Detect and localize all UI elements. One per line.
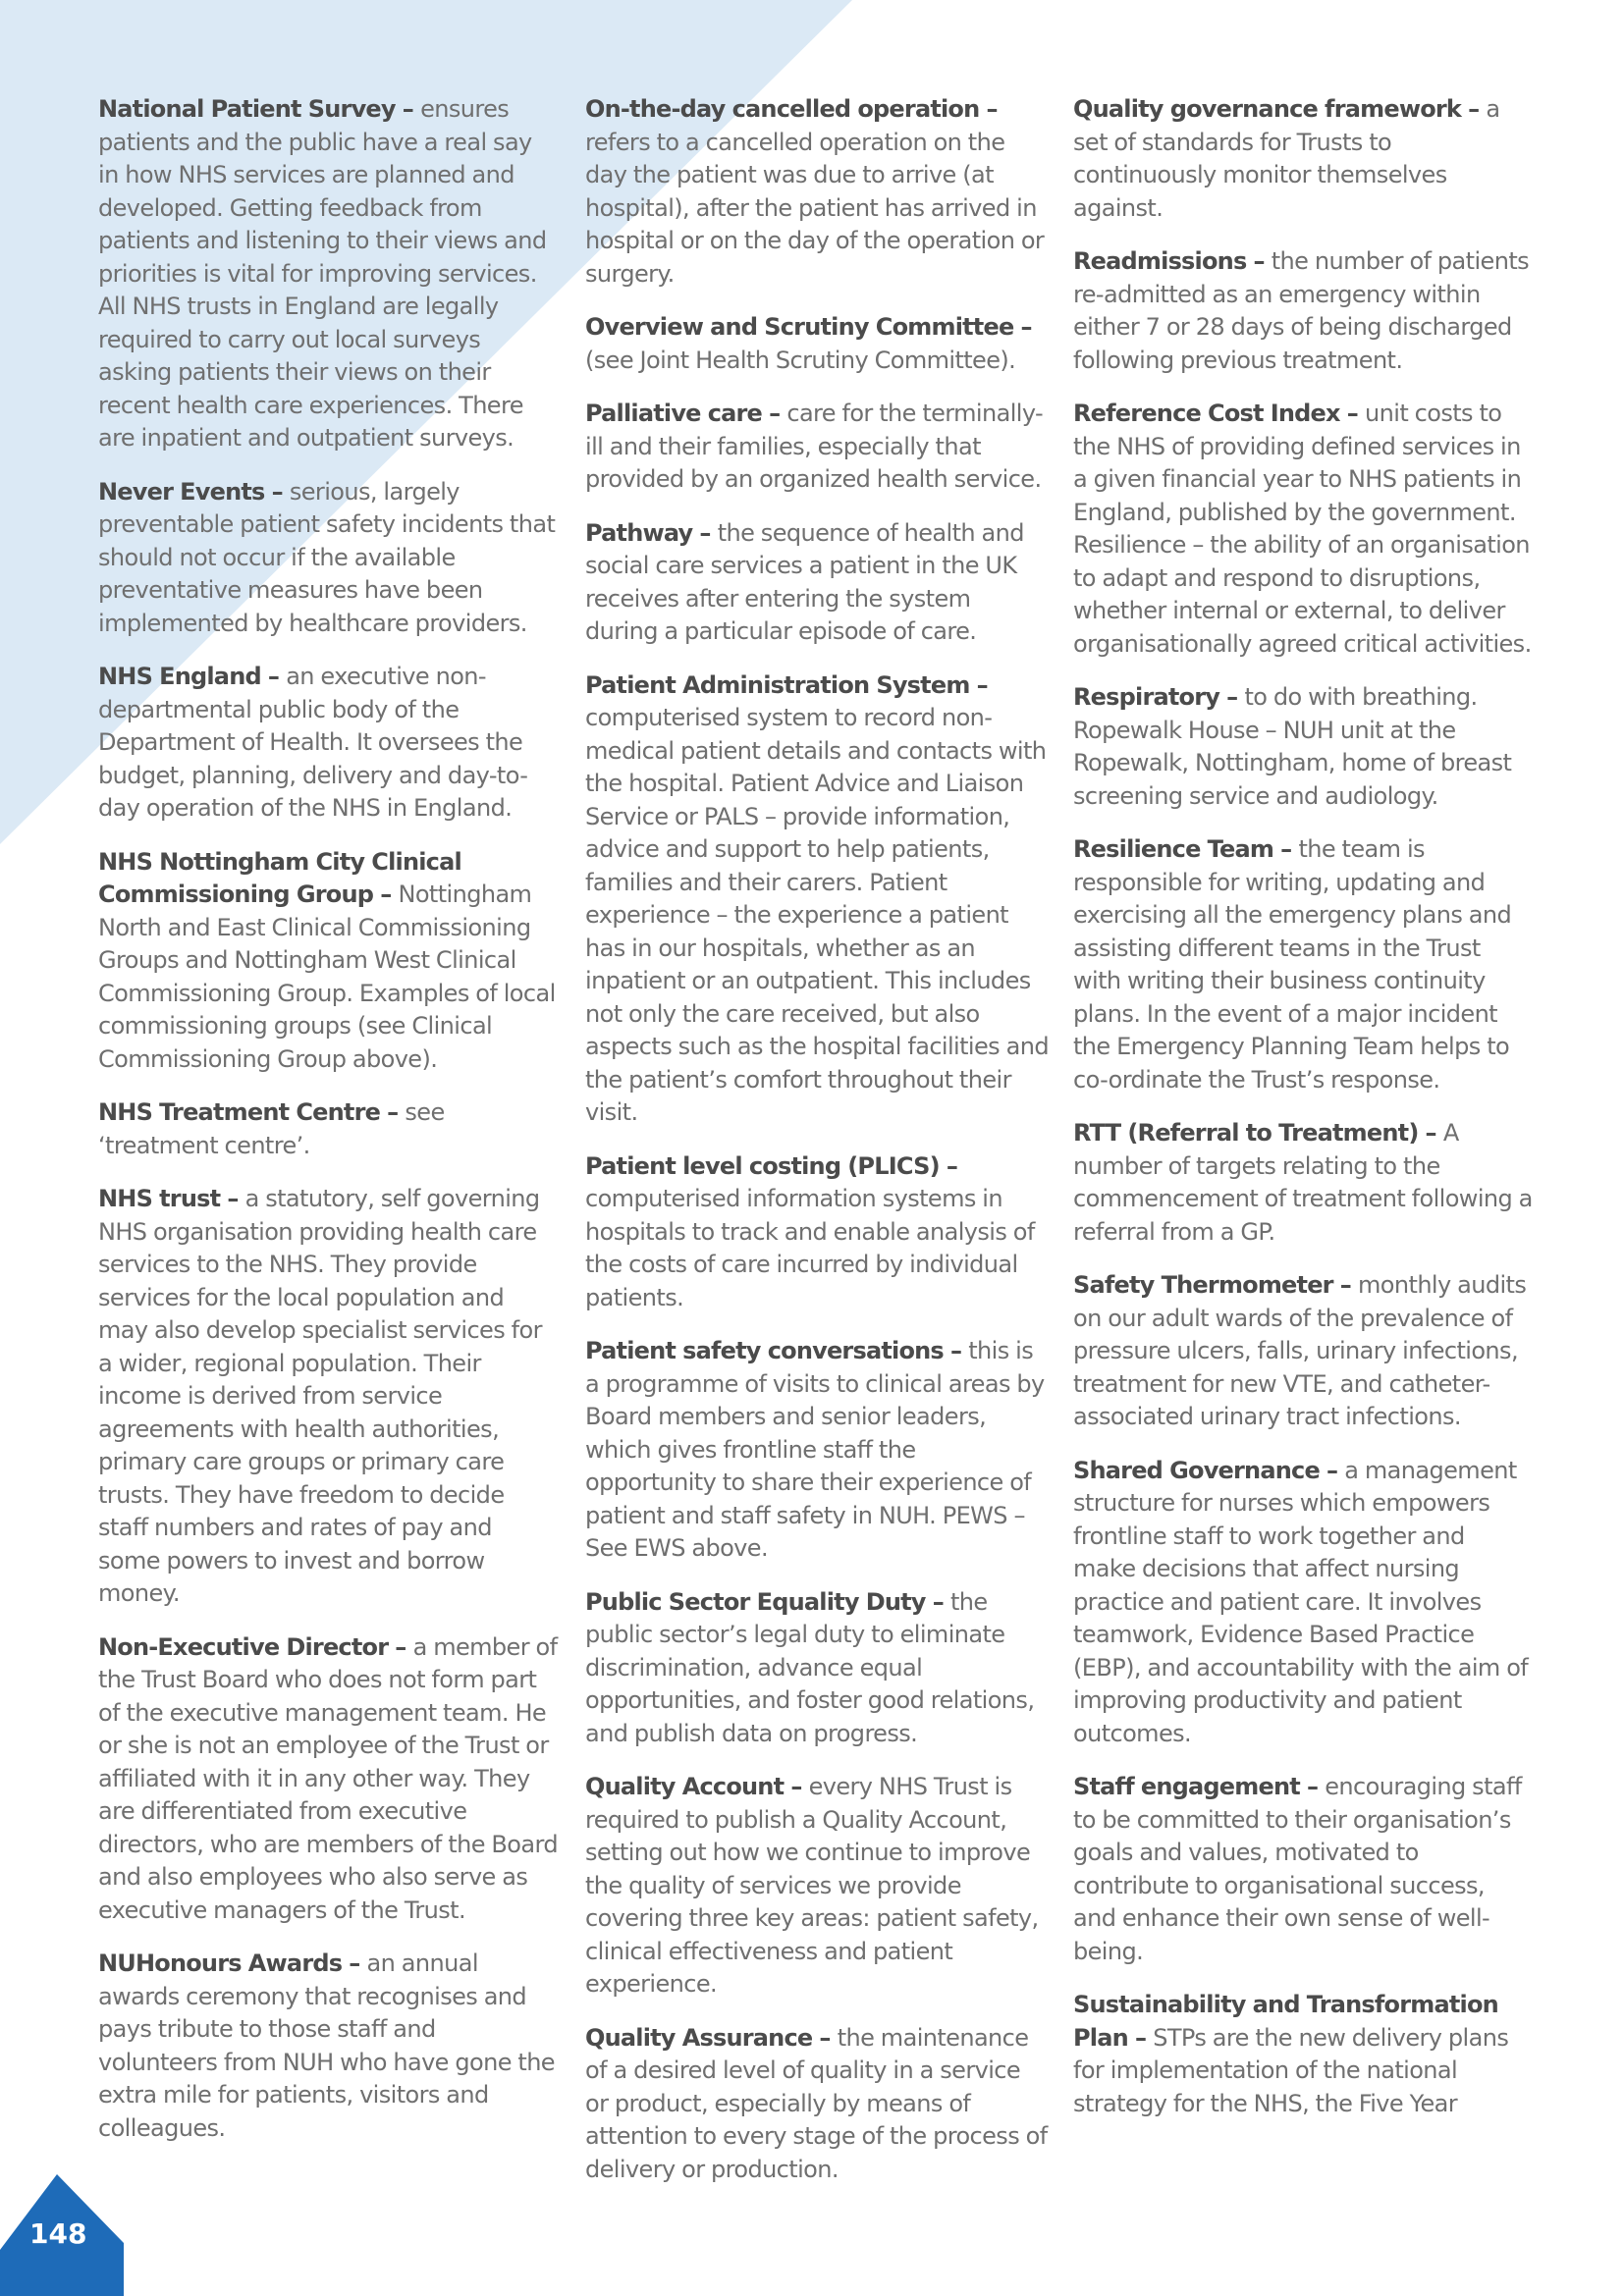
- glossary-column-2: [585, 93, 1049, 2207]
- glossary-definition: a set of standards for Trusts to continuously monitor themselves against.: [1073, 95, 1500, 222]
- glossary-entry: Quality Assurance – the maintenance of a desired level of quality in a service or product, especially by means of attention to every stage of the process of delivery or production.: [585, 2023, 1048, 2183]
- glossary-entry: Reference Cost Index – unit costs to the NHS of providing defined services in a given financial year to NHS patients in England, published by the government. Resilience – the ability of an organisation to adapt and respond to disruptions, whether internal or external, to deliver organisationally agreed critical activities.: [1073, 400, 1532, 658]
- glossary-definition: refers to a cancelled operation on the day the patient was due to arrive (at hospital), after the patient has arrived in hospital or on the day of the operation or surgery.: [585, 128, 1045, 288]
- glossary-definition: serious, largely preventable patient safety incidents that should not occur if the available preventative measures have been implemented by healthcare providers.: [98, 477, 556, 637]
- glossary-entry: On-the-day cancelled operation – refers to a cancelled operation on the day the patient was due to arrive (at hospital), after the patient has arrived in hospital or on the day of the operation or surgery.: [585, 95, 1045, 288]
- glossary-term: Quality governance framework: [1073, 95, 1462, 123]
- glossary-term: Readmissions: [1073, 247, 1247, 275]
- glossary-definition: care for the terminally-ill and their families, especially that provided by an organized health service.: [585, 400, 1044, 493]
- glossary-definition: the maintenance of a desired level of quality in a service or product, especially by means of attention to every stage of the process of delivery or production.: [585, 2023, 1048, 2183]
- glossary-definition: (see Joint Health Scrutiny Committee).: [585, 346, 1016, 374]
- glossary-definition: the sequence of health and social care services a patient in the UK receives after entering the system during a particular episode of care.: [585, 518, 1024, 645]
- glossary-term: Staff engagement: [1073, 1773, 1300, 1800]
- glossary-entry: Shared Governance – a management structure for nurses which empowers frontline staff to work together and make decisions that affect nursing practice and patient care. It involves teamwork, Evidence Based Practice (EBP), and accountability with the aim of improving productivity and patient outcomes.: [1073, 1456, 1529, 1747]
- page-number: 148: [29, 2217, 87, 2250]
- glossary-entry: Public Sector Equality Duty – the public sector’s legal duty to eliminate discrimination, advance equal opportunities, and foster good relations, and publish data on progress.: [585, 1587, 1035, 1747]
- glossary-entry: Patient Administration System – computerised system to record non-medical patient details and contacts with the hospital. Patient Advice and Liaison Service or PALS – provide information, advice and support to help patients, families and their carers. Patient experience – the experience a patient has in our hospitals, whether as an inpatient or an outpatient. This includes not only the care received, but also aspects such as the hospital facilities and the patient’s comfort throughout their visit.: [585, 670, 1049, 1126]
- glossary-definition: A number of targets relating to the commencement of treatment following a referral from a GP.: [1073, 1119, 1533, 1246]
- glossary-definition: the number of patients re-admitted as an emergency within either 7 or 28 days of being discharged following previous treatment.: [1073, 247, 1530, 374]
- glossary-definition: unit costs to the NHS of providing defined services in a given financial year to NHS patients in England, published by the government. Resilience – the ability of an organisation to adapt and respond to disruptions, whether internal or external, to deliver organisationally agreed critical activities.: [1073, 400, 1532, 658]
- glossary-term: Non-Executive Director: [98, 1632, 389, 1661]
- glossary-definition: this is a programme of visits to clinical areas by Board members and senior leaders, which gives frontline staff the opportunity to share their experience of patient and staff safety in NUH. PEWS – See EWS above.: [585, 1337, 1045, 1562]
- glossary-term: NHS England: [98, 663, 261, 690]
- glossary-term: NHS Nottingham City Clinical Commissioning Group: [98, 847, 461, 908]
- glossary-term: NHS Treatment Centre: [98, 1098, 381, 1126]
- glossary-term: Quality Assurance: [585, 2023, 813, 2052]
- glossary-entry: Overview and Scrutiny Committee – (see Joint Health Scrutiny Committee).: [585, 313, 1032, 374]
- glossary-term: Safety Thermometer: [1073, 1271, 1333, 1299]
- glossary-entry: Respiratory – to do with breathing. Ropewalk House – NUH unit at the Ropewalk, Nottingham, home of breast screening service and audiology.: [1073, 683, 1512, 810]
- glossary-entry: Palliative care – care for the terminally-ill and their families, especially that provided by an organized health service.: [585, 400, 1044, 493]
- glossary-term: Sustainability and Transformation Plan: [1073, 1991, 1498, 2052]
- glossary-term: Never Events: [98, 477, 265, 506]
- glossary-entry: Resilience Team – the team is responsible for writing, updating and exercising all the emergency plans and assisting different teams in the Trust with writing their business continuity plans. In the event of a major incident the Emergency Planning Team helps to co-ordinate the Trust’s response.: [1073, 835, 1512, 1094]
- glossary-term: On-the-day cancelled operation: [585, 95, 980, 123]
- glossary-term: NUHonours Awards: [98, 1949, 343, 1977]
- glossary-definition: Nottingham North and East Clinical Commissioning Groups and Nottingham West Clinical Commissioning Group. Examples of local commissioning groups (see Clinical Commissioning Group above).: [98, 881, 556, 1073]
- glossary-entry: Staff engagement – encouraging staff to be committed to their organisation’s goals and values, motivated to contribute to organisational success, and enhance their own sense of well-being.: [1073, 1773, 1522, 1965]
- glossary-term: Pathway: [585, 518, 693, 547]
- glossary-definition: computerised system to record non-medical patient details and contacts with the hospital. Patient Advice and Liaison Service or PALS – provide information, advice and support to help patients, families and their carers. Patient experience – the experience a patient has in our hospitals, whether as an inpatient or an outpatient. This includes not only the care received, but also aspects such as the hospital facilities and the patient’s comfort throughout their visit.: [585, 704, 1049, 1126]
- glossary-column-1: [98, 93, 558, 2165]
- glossary-definition: an annual awards ceremony that recognises and pays tribute to those staff and volunteers from NUH who have gone the extra mile for patients, visitors and colleagues.: [98, 1949, 555, 2142]
- glossary-term: Public Sector Equality Duty: [585, 1587, 926, 1616]
- glossary-term: Patient Administration System: [585, 670, 970, 699]
- glossary-definition: a member of the Trust Board who does not form part of the executive management team. He or she is not an employee of the Trust or affiliated with it in any other way. They are differentiated from executive directors, who are members of the Board and also employees who also serve as executive managers of the Trust.: [98, 1632, 558, 1924]
- glossary-definition: every NHS Trust is required to publish a Quality Account, setting out how we continue to improve the quality of services we provide covering three key areas: patient safety, clinical effectiveness and patient experience.: [585, 1773, 1039, 1998]
- glossary-definition: to do with breathing. Ropewalk House – NUH unit at the Ropewalk, Nottingham, home of breast screening service and audiology.: [1073, 683, 1512, 810]
- glossary-term: Shared Governance: [1073, 1456, 1320, 1484]
- glossary-definition: computerised information systems in hospitals to track and enable analysis of the costs of care incurred by individual patients.: [585, 1185, 1035, 1311]
- glossary-entry: Readmissions – the number of patients re-admitted as an emergency within either 7 or 28 days of being discharged following previous treatment.: [1073, 247, 1530, 374]
- glossary-entry: NUHonours Awards – an annual awards ceremony that recognises and pays tribute to those staff and volunteers from NUH who have gone the extra mile for patients, visitors and colleagues.: [98, 1949, 555, 2142]
- glossary-term: RTT (Referral to Treatment): [1073, 1119, 1419, 1147]
- glossary-definition: monthly audits on our adult wards of the prevalence of pressure ulcers, falls, urinary infections, treatment for new VTE, and catheter-associated urinary tract infections.: [1073, 1271, 1527, 1430]
- glossary-entry: Quality Account – every NHS Trust is required to publish a Quality Account, setting out how we continue to improve the quality of services we provide covering three key areas: patient safety, clinical effectiveness and patient experience.: [585, 1773, 1039, 1998]
- glossary-entry: Never Events – serious, largely preventable patient safety incidents that should not occur if the available preventative measures have been implemented by healthcare providers.: [98, 477, 556, 637]
- glossary-definition: a management structure for nurses which empowers frontline staff to work together and make decisions that affect nursing practice and patient care. It involves teamwork, Evidence Based Practice (EBP), and accountability with the aim of improving productivity and patient outcomes.: [1073, 1456, 1529, 1747]
- glossary-term: Reference Cost Index: [1073, 400, 1340, 427]
- glossary-term: Respiratory: [1073, 683, 1220, 711]
- glossary-entry: Sustainability and Transformation Plan – STPs are the new delivery plans for implementation of the national strategy for the NHS, the Five Year: [1073, 1991, 1509, 2117]
- glossary-term: Quality Account: [585, 1773, 785, 1800]
- glossary-definition: see ‘treatment centre’.: [98, 1098, 445, 1159]
- glossary-definition: an executive non-departmental public body of the Department of Health. It oversees the budget, planning, delivery and day-to-day operation of the NHS in England.: [98, 663, 528, 822]
- glossary-entry: RTT (Referral to Treatment) – A number of targets relating to the commencement of treatment following a referral from a GP.: [1073, 1119, 1533, 1246]
- glossary-entry: Safety Thermometer – monthly audits on our adult wards of the prevalence of pressure ulcers, falls, urinary infections, treatment for new VTE, and catheter-associated urinary tract infections.: [1073, 1271, 1527, 1430]
- glossary-entry: NHS Treatment Centre – see ‘treatment centre’.: [98, 1098, 445, 1159]
- glossary-term: Patient safety conversations: [585, 1337, 944, 1364]
- glossary-entry: NHS England – an executive non-departmental public body of the Department of Health. It oversees the budget, planning, delivery and day-to-day operation of the NHS in England.: [98, 663, 528, 822]
- glossary-term: National Patient Survey: [98, 95, 396, 123]
- glossary-entry: Quality governance framework – a set of standards for Trusts to continuously monitor themselves against.: [1073, 95, 1500, 222]
- glossary-entry: Patient level costing (PLICS) – computerised information systems in hospitals to track and enable analysis of the costs of care incurred by individual patients.: [585, 1151, 1035, 1311]
- glossary-term: Palliative care: [585, 400, 763, 427]
- glossary-entry: National Patient Survey – ensures patients and the public have a real say in how NHS services are planned and developed. Getting feedback from patients and listening to their views and priorities is vital for improving services. All NHS trusts in England are legally required to carry out local surveys asking patients their views on their recent health care experiences. There are inpatient and outpatient surveys.: [98, 95, 547, 452]
- glossary-definition: encouraging staff to be committed to their organisation’s goals and values, motivated to contribute to organisational success, and enhance their own sense of well-being.: [1073, 1773, 1522, 1965]
- glossary-definition: STPs are the new delivery plans for implementation of the national strategy for the NHS, the Five Year: [1073, 2023, 1509, 2117]
- glossary-definition: ensures patients and the public have a real say in how NHS services are planned and developed. Getting feedback from patients and listening to their views and priorities is vital for improving services. All NHS trusts in England are legally required to carry out local surveys asking patients their views on their recent health care experiences. There are inpatient and outpatient surveys.: [98, 95, 547, 452]
- glossary-column-3: [1073, 93, 1533, 2141]
- glossary-definition: the public sector’s legal duty to eliminate discrimination, advance equal opportunities, and foster good relations, and publish data on progress.: [585, 1587, 1035, 1747]
- glossary-term: Patient level costing (PLICS): [585, 1151, 940, 1180]
- glossary-entry: NHS trust – a statutory, self governing NHS organisation providing health care services to the NHS. They provide services for the local population and may also develop specialist services for a wider, regional population. Their income is derived from service agreements with health authorities, primary care groups or primary care trusts. They have freedom to decide staff numbers and rates of pay and some powers to invest and borrow money.: [98, 1185, 542, 1607]
- glossary-entry: Non-Executive Director – a member of the Trust Board who does not form part of the executive management team. He or she is not an employee of the Trust or affiliated with it in any other way. They are differentiated from executive directors, who are members of the Board and also employees who also serve as executive managers of the Trust.: [98, 1632, 558, 1924]
- glossary-entry: Patient safety conversations – this is a programme of visits to clinical areas by Board members and senior leaders, which gives frontline staff the opportunity to share their experience of patient and staff safety in NUH. PEWS – See EWS above.: [585, 1337, 1045, 1562]
- glossary-entry: Pathway – the sequence of health and social care services a patient in the UK receives after entering the system during a particular episode of care.: [585, 518, 1024, 645]
- glossary-term: Resilience Team: [1073, 835, 1274, 863]
- glossary-term: Overview and Scrutiny Committee: [585, 313, 1014, 341]
- glossary-term: NHS trust: [98, 1185, 221, 1212]
- glossary-definition: the team is responsible for writing, updating and exercising all the emergency plans and assisting different teams in the Trust with writing their business continuity plans. In the event of a major incident the Emergency Planning Team helps to co-ordinate the Trust’s response.: [1073, 835, 1512, 1094]
- glossary-definition: a statutory, self governing NHS organisation providing health care services to the NHS. They provide services for the local population and may also develop specialist services for a wider, regional population. Their income is derived from service agreements with health authorities, primary care groups or primary care trusts. They have freedom to decide staff numbers and rates of pay and some powers to invest and borrow money.: [98, 1185, 542, 1607]
- glossary-entry: NHS Nottingham City Clinical Commissioning Group – Nottingham North and East Clinical Commissioning Groups and Nottingham West Clinical Commissioning Group. Examples of local commissioning groups (see Clinical Commissioning Group above).: [98, 847, 556, 1073]
